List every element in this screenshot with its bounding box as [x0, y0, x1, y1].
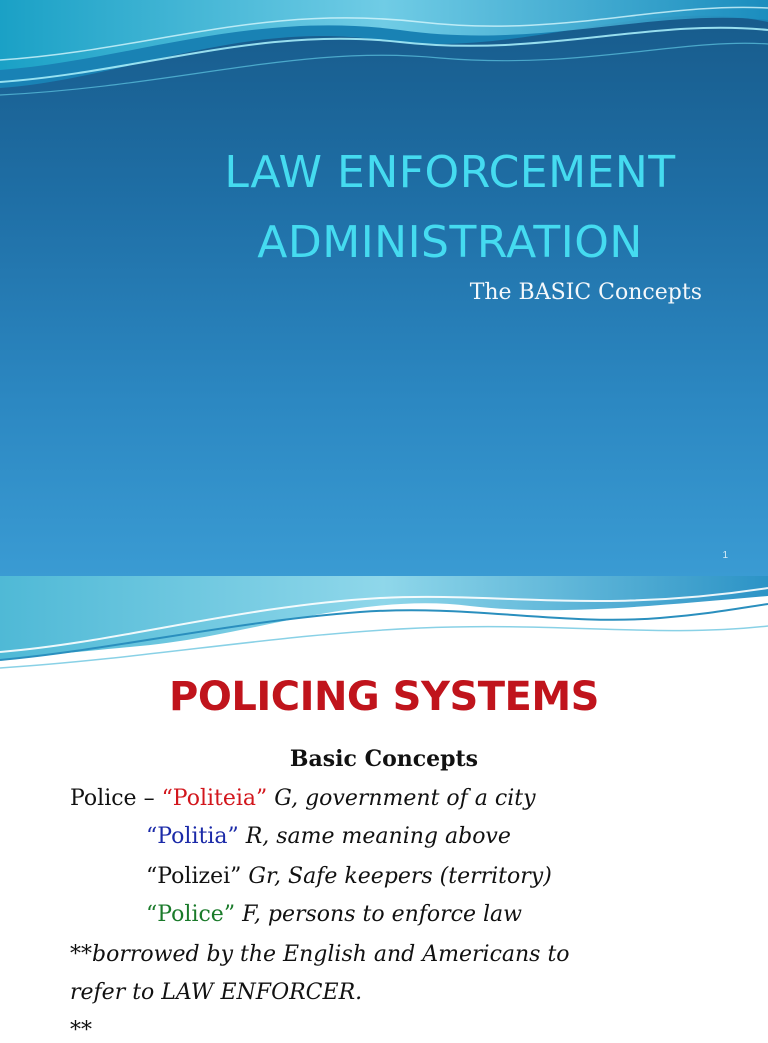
term-polizei: “Polizei” [146, 864, 242, 889]
definition-line [146, 864, 552, 889]
slide-number: 1 [722, 550, 728, 561]
note-text: **borrowed by the English and Americans to [70, 942, 570, 967]
term-description: G, government of a city [267, 786, 536, 811]
note-line [70, 1018, 92, 1043]
term-police: “Police” [146, 902, 236, 927]
title-line-1: LAW ENFORCEMENT [224, 147, 676, 198]
wave-decoration [0, 0, 768, 110]
title-line-2: ADMINISTRATION [257, 217, 643, 268]
term-description: F, persons to enforce law [235, 902, 522, 927]
slide-heading: POLICING SYSTEMS [169, 674, 599, 720]
definition-line [70, 786, 536, 811]
slide-title [160, 138, 740, 278]
term-description: Gr, Safe keepers (territory) [241, 864, 552, 889]
term-politia: “Politia” [146, 824, 239, 849]
term-description: R, same meaning above [238, 824, 511, 849]
note-text: ** [70, 1018, 92, 1043]
definition-line [146, 824, 511, 849]
note-text: refer to LAW ENFORCER. [70, 980, 363, 1005]
content-slide [0, 576, 768, 1043]
note-line [70, 942, 570, 967]
slide-subheading: Basic Concepts [289, 746, 479, 772]
definition-line [146, 902, 522, 927]
wave-decoration [0, 576, 768, 672]
line-prefix: Police – [70, 786, 162, 811]
note-line [70, 980, 362, 1005]
term-politeia: “Politeia” [161, 786, 268, 811]
slide-subtitle: The BASIC Concepts [469, 280, 702, 305]
